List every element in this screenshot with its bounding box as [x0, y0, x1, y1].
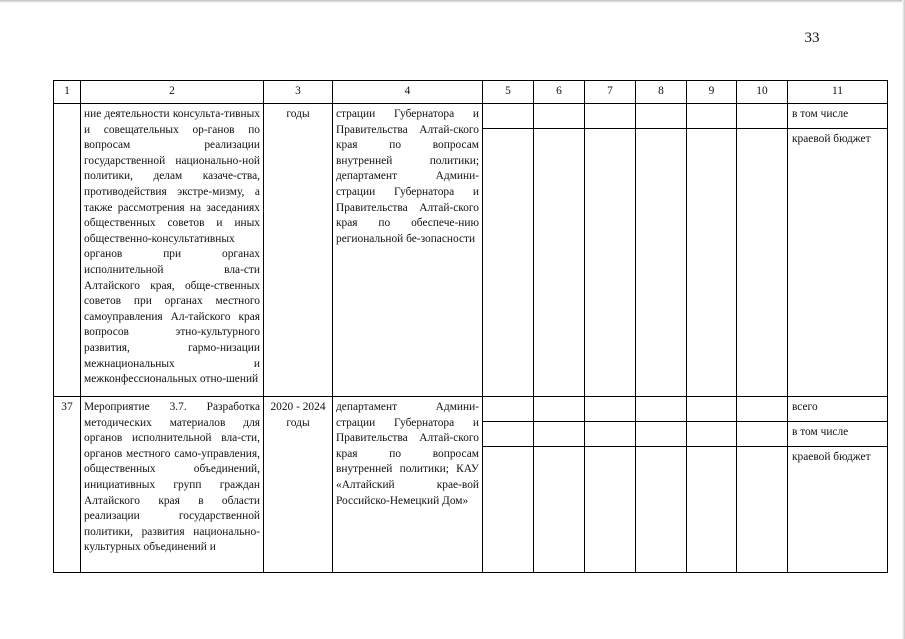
row-number: 37 — [54, 397, 81, 573]
row-number — [54, 104, 81, 397]
funding-cell — [585, 397, 636, 573]
responsible-executors: департамент Админи-страции Губернатора и Правительства Алтай-ского края по вопросам внутренней политики; КАУ «Алтайский крае-вой Российско-Немецкий Дом» — [333, 397, 483, 573]
measure-description: ние деятельности консульта-тивных и совещательных ор-ганов по вопросам реализации государственной национально-ной политики, делам казаче-ства, противодействия экстре-мизму, а также рассмотрения на заседаниях общественных советов и иных общественно-консультативных органов при органах исполнительной вла-сти Алтайского края, обще-ственных советов при органах местного самоуправления Ал-тайского края вопросов этно-культурного развития, гармо-низации межнациональных и межконфессиональных отно-шений — [81, 104, 264, 397]
column-header: 11 — [788, 81, 888, 104]
column-header: 9 — [687, 81, 737, 104]
table-row — [54, 104, 888, 397]
column-header: 3 — [264, 81, 333, 104]
funding-cell — [483, 397, 534, 573]
funding-source-label: в том числе — [788, 422, 887, 447]
column-header: 1 — [54, 81, 81, 104]
column-header: 10 — [737, 81, 788, 104]
measure-description: Мероприятие 3.7. Разработка методических материалов для органов исполнительной вла-сти, органов местного само-управления, общественных объединений, инициативных групп граждан Алтайского края в области реализации государственной политики, развития национально-культурных объединений и — [81, 397, 264, 573]
funding-source-label: краевой бюджет — [792, 451, 871, 463]
page-number: 33 — [804, 30, 820, 46]
column-header: 5 — [483, 81, 534, 104]
funding-source-label: в том числе — [788, 104, 887, 129]
column-header: 4 — [333, 81, 483, 104]
funding-cell — [687, 397, 737, 573]
scan-edge-top — [0, 0, 905, 3]
funding-cell — [687, 104, 737, 397]
funding-source-label: всего — [788, 397, 887, 422]
funding-source-cell — [788, 104, 888, 397]
funding-cell — [737, 397, 788, 573]
funding-source-cell — [788, 397, 888, 573]
column-header: 7 — [585, 81, 636, 104]
funding-cell — [636, 104, 687, 397]
column-header: 6 — [534, 81, 585, 104]
implementation-period: 2020 - 2024 годы — [264, 397, 333, 573]
implementation-period: годы — [264, 104, 333, 397]
funding-cell — [636, 397, 687, 573]
funding-cell — [534, 397, 585, 573]
table-header-row — [54, 81, 888, 104]
table-row — [54, 397, 888, 573]
column-header: 2 — [81, 81, 264, 104]
column-header: 8 — [636, 81, 687, 104]
funding-cell — [483, 104, 534, 397]
funding-cell — [585, 104, 636, 397]
funding-cell — [534, 104, 585, 397]
responsible-executors: страции Губернатора и Правительства Алтай-ского края по вопросам внутренней политики; департамент Админи-страции Губернатора и Правительства Алтай-ского края по обеспече-нию региональной бе-зопасности — [333, 104, 483, 397]
program-table — [53, 80, 888, 573]
funding-source-label: краевой бюджет — [792, 133, 871, 145]
funding-cell — [737, 104, 788, 397]
